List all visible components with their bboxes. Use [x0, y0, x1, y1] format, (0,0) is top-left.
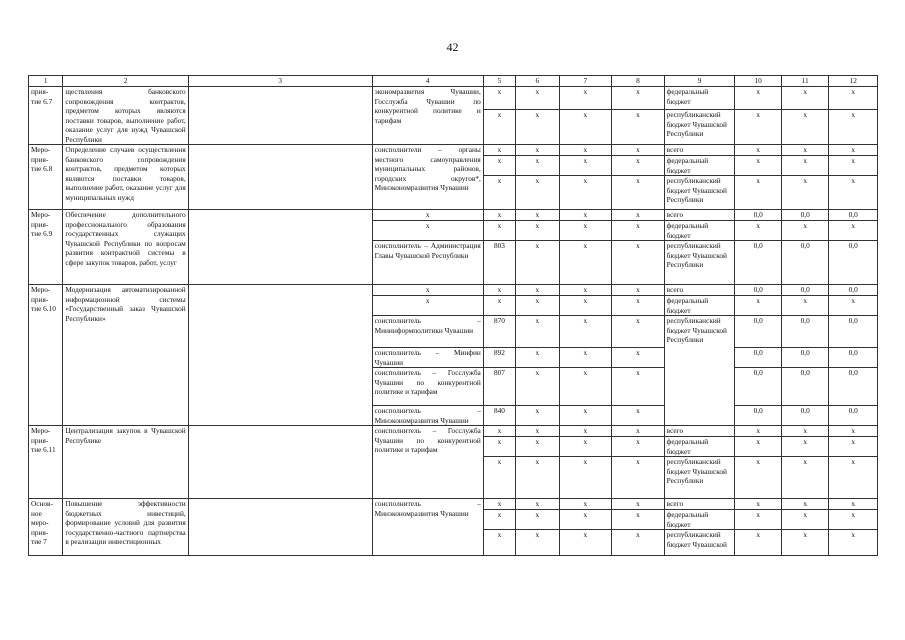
- cell-grbs: x: [483, 530, 515, 556]
- cell-grbs: x: [483, 296, 515, 316]
- executor-cell: x: [372, 285, 483, 296]
- measure-code: прия- тие 6.7: [29, 87, 63, 145]
- cell-vr: x: [612, 241, 665, 285]
- cell-vr: x: [612, 316, 665, 348]
- amount-2019: 0,0: [735, 210, 781, 221]
- measure-code: Меро- прия- тие 6.11: [29, 426, 63, 499]
- column-number: 2: [63, 76, 188, 87]
- column-number: 8: [612, 76, 665, 87]
- executor-cell: x: [372, 296, 483, 316]
- cell-csr: x: [559, 110, 612, 145]
- amount-2020: 0,0: [781, 348, 829, 368]
- amount-2021: 0,0: [829, 368, 878, 406]
- column-number: 12: [829, 76, 878, 87]
- amount-2020: 0,0: [781, 210, 829, 221]
- amount-2019: x: [735, 110, 781, 145]
- cell-grbs: 870: [483, 316, 515, 348]
- cell-csr: x: [559, 176, 612, 210]
- amount-2019: 0,0: [735, 241, 781, 285]
- cell-rzpr: x: [516, 426, 559, 437]
- funding-source: федеральный бюджет: [664, 156, 735, 176]
- executor-cell: x: [372, 210, 483, 221]
- executor-cell: соисполнитель – Мининформполитики Чувашии: [372, 316, 483, 348]
- amount-2019: x: [735, 156, 781, 176]
- amount-2020: x: [781, 221, 829, 241]
- amount-2019: x: [735, 510, 781, 530]
- cell-grbs: 840: [483, 406, 515, 426]
- cell-csr: x: [559, 426, 612, 437]
- cell-rzpr: x: [516, 156, 559, 176]
- table-row: [29, 499, 878, 510]
- funding-source: всего: [664, 210, 735, 221]
- cell-vr: x: [612, 457, 665, 499]
- cell-rzpr: x: [516, 241, 559, 285]
- blank-cell: [188, 145, 372, 210]
- column-number: 11: [781, 76, 829, 87]
- executor-cell: соисполнитель – Госслужба Чувашии по конкурентной политике и тарифам: [372, 426, 483, 499]
- cell-grbs: x: [483, 176, 515, 210]
- cell-vr: x: [612, 530, 665, 556]
- amount-2021: x: [829, 499, 878, 510]
- amount-2020: x: [781, 87, 829, 110]
- amount-2019: x: [735, 499, 781, 510]
- column-number: 9: [664, 76, 735, 87]
- cell-grbs: x: [483, 210, 515, 221]
- funding-source: федеральный бюджет: [664, 437, 735, 457]
- table-row: [29, 87, 878, 110]
- executor-cell: x: [372, 221, 483, 241]
- funding-source: республиканский бюджет Чувашской Республики: [664, 176, 735, 210]
- amount-2019: x: [735, 176, 781, 210]
- funding-source: федеральный бюджет: [664, 221, 735, 241]
- cell-csr: x: [559, 285, 612, 296]
- amount-2020: x: [781, 176, 829, 210]
- amount-2021: x: [829, 530, 878, 556]
- amount-2019: x: [735, 437, 781, 457]
- cell-rzpr: x: [516, 316, 559, 348]
- cell-grbs: x: [483, 437, 515, 457]
- amount-2020: x: [781, 530, 829, 556]
- funding-source: республиканский бюджет Чувашской Республики: [664, 316, 735, 426]
- cell-rzpr: x: [516, 406, 559, 426]
- funding-source: республиканский бюджет Чувашской Республики: [664, 110, 735, 145]
- amount-2019: x: [735, 221, 781, 241]
- column-number: 10: [735, 76, 781, 87]
- amount-2019: x: [735, 457, 781, 499]
- amount-2020: x: [781, 426, 829, 437]
- blank-cell: [188, 499, 372, 556]
- cell-grbs: 892: [483, 348, 515, 368]
- cell-rzpr: x: [516, 510, 559, 530]
- measure-title: Обеспечение дополнительного профессионального образования государственных служащих Чувашской Республики по вопросам развития контрактной системы в сфере закупок товаров, работ, услуг: [63, 210, 188, 285]
- cell-grbs: 807: [483, 368, 515, 406]
- cell-vr: x: [612, 510, 665, 530]
- cell-csr: x: [559, 368, 612, 406]
- table-row: [29, 426, 878, 437]
- cell-vr: x: [612, 210, 665, 221]
- cell-vr: x: [612, 176, 665, 210]
- column-number: 5: [483, 76, 515, 87]
- cell-csr: x: [559, 457, 612, 499]
- cell-rzpr: x: [516, 210, 559, 221]
- cell-csr: x: [559, 221, 612, 241]
- cell-rzpr: x: [516, 145, 559, 156]
- blank-cell: [188, 210, 372, 285]
- amount-2020: 0,0: [781, 406, 829, 426]
- cell-vr: x: [612, 285, 665, 296]
- cell-rzpr: x: [516, 368, 559, 406]
- table-row: [29, 145, 878, 156]
- amount-2019: 0,0: [735, 368, 781, 406]
- amount-2021: x: [829, 437, 878, 457]
- cell-csr: x: [559, 406, 612, 426]
- measure-code: Основ- ное меро- прия- тие 7: [29, 499, 63, 556]
- cell-vr: x: [612, 87, 665, 110]
- amount-2021: x: [829, 426, 878, 437]
- cell-vr: x: [612, 437, 665, 457]
- funding-source: всего: [664, 499, 735, 510]
- amount-2020: 0,0: [781, 316, 829, 348]
- cell-csr: x: [559, 145, 612, 156]
- amount-2020: 0,0: [781, 285, 829, 296]
- column-number: 4: [372, 76, 483, 87]
- funding-source: всего: [664, 145, 735, 156]
- amount-2021: x: [829, 296, 878, 316]
- cell-vr: x: [612, 221, 665, 241]
- cell-csr: x: [559, 499, 612, 510]
- column-number: 3: [188, 76, 372, 87]
- funding-source: федеральный бюджет: [664, 510, 735, 530]
- measure-title: Определение случаев осуществления банковского сопровождения контрактов, предметом которых являются поставки товаров, выполнение работ, оказание услуг для муниципальных нужд: [63, 145, 188, 210]
- amount-2021: x: [829, 176, 878, 210]
- amount-2020: x: [781, 145, 829, 156]
- measure-code: Меро- прия- тие 6.8: [29, 145, 63, 210]
- cell-vr: x: [612, 110, 665, 145]
- cell-vr: x: [612, 426, 665, 437]
- funding-source: федеральный бюджет: [664, 296, 735, 316]
- cell-rzpr: x: [516, 348, 559, 368]
- amount-2021: 0,0: [829, 348, 878, 368]
- cell-rzpr: x: [516, 221, 559, 241]
- amount-2021: x: [829, 510, 878, 530]
- measure-code: Меро- прия- тие 6.10: [29, 285, 63, 426]
- amount-2021: x: [829, 221, 878, 241]
- amount-2021: x: [829, 156, 878, 176]
- amount-2019: 0,0: [735, 348, 781, 368]
- cell-vr: x: [612, 348, 665, 368]
- cell-grbs: x: [483, 156, 515, 176]
- cell-grbs: x: [483, 221, 515, 241]
- cell-csr: x: [559, 530, 612, 556]
- amount-2020: x: [781, 510, 829, 530]
- executor-cell: соисполнитель – Администрация Главы Чувашской Республики: [372, 241, 483, 285]
- column-number: 6: [516, 76, 559, 87]
- blank-cell: [188, 426, 372, 499]
- funding-source: республиканский бюджет Чувашской: [664, 530, 735, 556]
- executor-cell: соисполнитель – Минфин Чувашии: [372, 348, 483, 368]
- executor-cell: соисполнитель – Госслужба Чувашии по конкурентной политике и тарифам: [372, 368, 483, 406]
- program-table: [28, 75, 878, 556]
- amount-2021: x: [829, 87, 878, 110]
- table-row: [29, 285, 878, 296]
- amount-2020: x: [781, 437, 829, 457]
- amount-2019: x: [735, 145, 781, 156]
- executor-cell: соисполнитель – Минэкономразвития Чувашии: [372, 406, 483, 426]
- cell-rzpr: x: [516, 296, 559, 316]
- blank-cell: [188, 285, 372, 426]
- cell-grbs: x: [483, 87, 515, 110]
- amount-2019: x: [735, 296, 781, 316]
- amount-2020: x: [781, 296, 829, 316]
- cell-vr: x: [612, 145, 665, 156]
- amount-2020: 0,0: [781, 241, 829, 285]
- cell-grbs: 803: [483, 241, 515, 285]
- measure-title: Централизация закупок в Чувашской Республике: [63, 426, 188, 499]
- cell-grbs: x: [483, 499, 515, 510]
- cell-csr: x: [559, 210, 612, 221]
- cell-csr: x: [559, 510, 612, 530]
- cell-rzpr: x: [516, 285, 559, 296]
- cell-vr: x: [612, 156, 665, 176]
- column-number: 1: [29, 76, 63, 87]
- measure-code: Меро- прия- тие 6.9: [29, 210, 63, 285]
- cell-rzpr: x: [516, 437, 559, 457]
- executor-cell: соисполнитель – Минэкономразвития Чувашии: [372, 499, 483, 556]
- funding-source: всего: [664, 285, 735, 296]
- cell-csr: x: [559, 87, 612, 110]
- amount-2020: x: [781, 457, 829, 499]
- column-number: 7: [559, 76, 612, 87]
- cell-rzpr: x: [516, 457, 559, 499]
- executor-cell: соисполнители – органы местного самоуправления муниципальных районов, городских округов*, Минэкономразвития Чувашии: [372, 145, 483, 210]
- blank-cell: [188, 87, 372, 145]
- page-number: 42: [446, 40, 459, 54]
- cell-csr: x: [559, 296, 612, 316]
- amount-2019: 0,0: [735, 285, 781, 296]
- amount-2021: x: [829, 145, 878, 156]
- amount-2021: 0,0: [829, 406, 878, 426]
- amount-2021: x: [829, 457, 878, 499]
- amount-2020: 0,0: [781, 368, 829, 406]
- measure-title: Повышение эффективности бюджетных инвестиций, формирование условий для развития государственно-частного партнерства в реализации инвестиционных: [63, 499, 188, 556]
- cell-csr: x: [559, 316, 612, 348]
- cell-grbs: x: [483, 457, 515, 499]
- cell-rzpr: x: [516, 110, 559, 145]
- measure-title: ществления банковского сопровождения контрактов, предметом которых являются поставки товаров, выполнение работ, оказание услуг для нужд Чувашской Республики: [63, 87, 188, 145]
- cell-grbs: x: [483, 510, 515, 530]
- amount-2019: x: [735, 530, 781, 556]
- funding-source: республиканский бюджет Чувашской Республики: [664, 457, 735, 499]
- amount-2021: x: [829, 110, 878, 145]
- cell-csr: x: [559, 156, 612, 176]
- executor-cell: экономразвития Чувашии, Госслужба Чувашии по конкурентной политике и тарифам: [372, 87, 483, 145]
- amount-2019: x: [735, 426, 781, 437]
- amount-2021: 0,0: [829, 210, 878, 221]
- funding-source: республиканский бюджет Чувашской Республики: [664, 241, 735, 285]
- cell-vr: x: [612, 499, 665, 510]
- amount-2021: 0,0: [829, 241, 878, 285]
- amount-2020: x: [781, 110, 829, 145]
- amount-2019: 0,0: [735, 406, 781, 426]
- amount-2021: 0,0: [829, 316, 878, 348]
- table-row: [29, 210, 878, 221]
- amount-2019: x: [735, 87, 781, 110]
- cell-vr: x: [612, 406, 665, 426]
- cell-grbs: x: [483, 285, 515, 296]
- cell-vr: x: [612, 296, 665, 316]
- amount-2020: x: [781, 499, 829, 510]
- cell-rzpr: x: [516, 87, 559, 110]
- cell-grbs: x: [483, 426, 515, 437]
- measure-title: Модернизация автоматизированной информационной системы «Государственный заказ Чувашской Республики»: [63, 285, 188, 426]
- cell-vr: x: [612, 368, 665, 406]
- cell-csr: x: [559, 241, 612, 285]
- cell-rzpr: x: [516, 530, 559, 556]
- cell-grbs: x: [483, 110, 515, 145]
- amount-2021: 0,0: [829, 285, 878, 296]
- amount-2019: 0,0: [735, 316, 781, 348]
- table-body: [29, 87, 878, 556]
- cell-grbs: x: [483, 145, 515, 156]
- funding-source: всего: [664, 426, 735, 437]
- funding-source: федеральный бюджет: [664, 87, 735, 110]
- column-numbers-row: [29, 76, 878, 87]
- cell-rzpr: x: [516, 499, 559, 510]
- cell-csr: x: [559, 348, 612, 368]
- cell-rzpr: x: [516, 176, 559, 210]
- cell-csr: x: [559, 437, 612, 457]
- amount-2020: x: [781, 156, 829, 176]
